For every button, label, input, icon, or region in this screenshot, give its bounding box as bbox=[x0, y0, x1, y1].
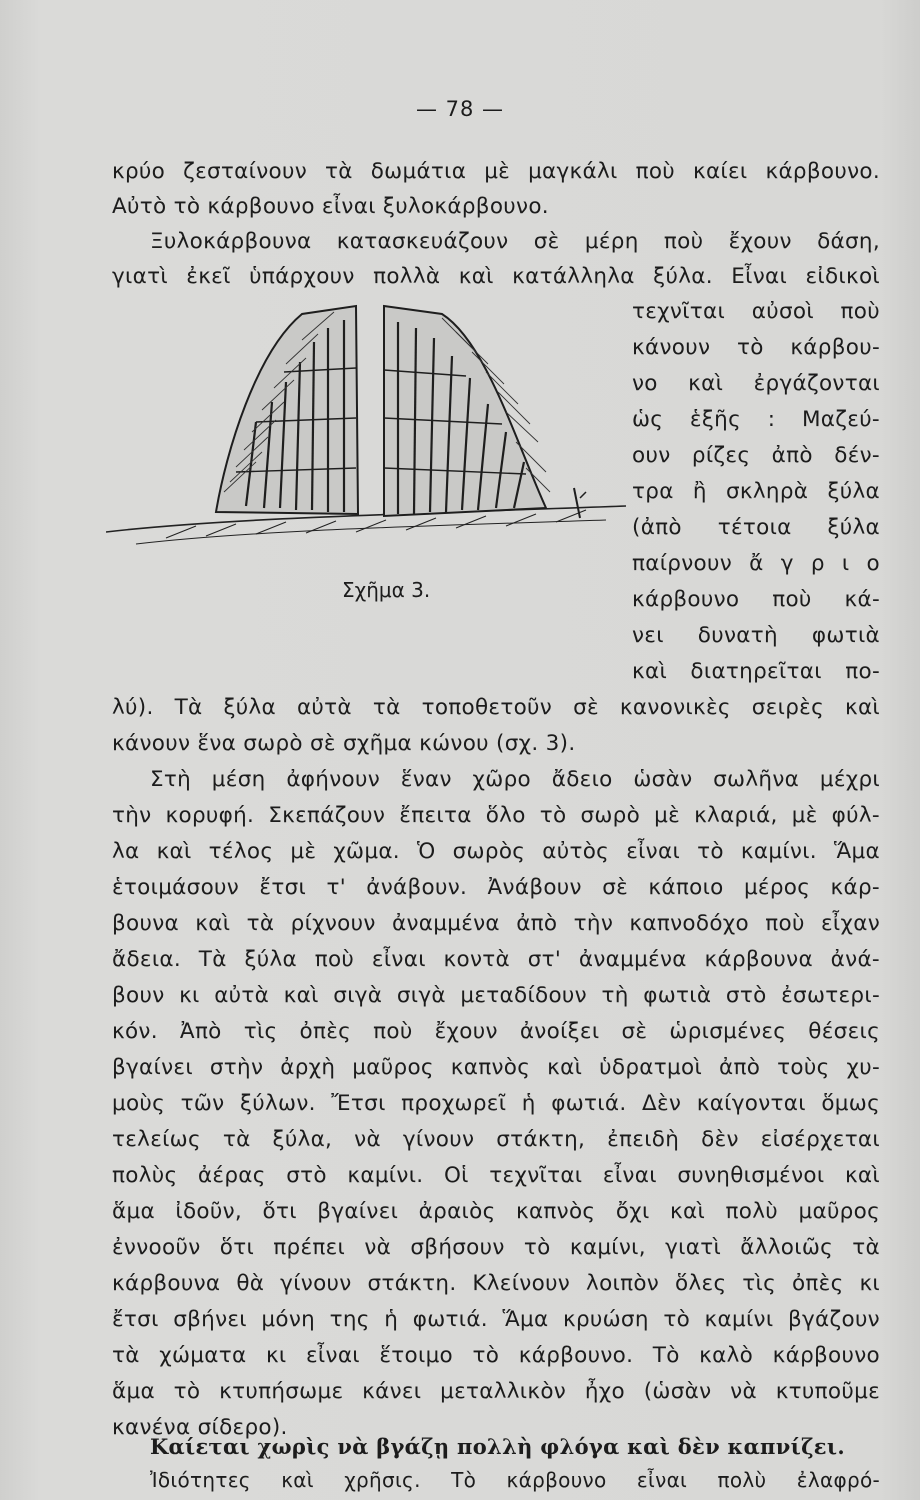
text-line: νει δυνατὴ φωτιὰ bbox=[632, 623, 880, 648]
text-line: λα καὶ τέλος μὲ χῶμα. Ὁ σωρὸς αὐτὸς εἶναι τὸ καμίνι. Ἅμα bbox=[112, 839, 880, 864]
text-line: ἔτσι σβήνει μόνη της ἡ φωτιά. Ἅμα κρυώση τὸ καμίνι βγάζουν bbox=[112, 1307, 880, 1332]
text-line: κάνουν ἕνα σωρὸ σὲ σχῆμα κώνου (σχ. 3). bbox=[112, 731, 576, 756]
text-line: Ἰδιότητες καὶ χρῆσις. Τὸ κάρβουνο εἶναι πολὺ ἐλαφρό- bbox=[150, 1468, 880, 1492]
text-line: βουν κι αὐτὰ καὶ σιγὰ σιγὰ μεταδίδουν τὴ φωτιὰ στὸ ἐσωτερι- bbox=[112, 983, 880, 1008]
text-line: ἑτοιμάσουν ἔτσι τ' ἀνάβουν. Ἀνάβουν σὲ κάποιο μέρος κάρ- bbox=[112, 875, 880, 900]
text-line: ουν ρίζες ἀπὸ δέν- bbox=[632, 443, 880, 468]
text-line: καὶ διατηρεῖται πο- bbox=[632, 659, 880, 684]
text-line: τὰ χώματα κι εἶναι ἕτοιμο τὸ κάρβουνο. Τὸ καλὸ κάρβουνο bbox=[112, 1343, 880, 1368]
page-number: — 78 — bbox=[415, 97, 505, 121]
text-line: μοὺς τῶν ξύλων. Ἔτσι προχωρεῖ ἡ φωτιά. Δὲν καίγονται ὅμως bbox=[112, 1091, 880, 1116]
text-line: γιατὶ ἐκεῖ ὑπάρχουν πολλὰ καὶ κατάλληλα ξύλα. Εἶναι εἰδικοὶ bbox=[112, 264, 880, 289]
text-line: πολὺς ἀέρας στὸ καμίνι. Οἱ τεχνῖται εἶναι συνηθισμένοι καὶ bbox=[112, 1163, 880, 1188]
text-line: κόν. Ἀπὸ τὶς ὀπὲς ποὺ ἔχουν ἀνοίξει σὲ ὡρισμένες θέσεις bbox=[112, 1019, 880, 1044]
text-line: κρύο ζεσταίνουν τὰ δωμάτια μὲ μαγκάλι ποὺ καίει κάρβουνο. bbox=[112, 159, 880, 184]
text-line: κάνουν τὸ κάρβου- bbox=[632, 335, 880, 360]
text-line: ἅμα τὸ κτυπήσωμε κάνει μεταλλικὸν ἦχο (ὡσὰν νὰ κτυποῦμε bbox=[112, 1379, 880, 1404]
text-line: ἄδεια. Τὰ ξύλα ποὺ εἶναι κοντὰ στ' ἀναμμένα κάρβουνα ἀνά- bbox=[112, 947, 880, 972]
text-line: βγαίνει στὴν ἀρχὴ μαῦρος καπνὸς καὶ ὑδρατμοὶ ἀπὸ τοὺς χυ- bbox=[112, 1055, 880, 1080]
text-line: ὡς ἑξῆς : Μαζεύ- bbox=[632, 407, 880, 432]
text-line: ἐννοοῦν ὅτι πρέπει νὰ σβήσουν τὸ καμίνι, γιατὶ ἄλλοιῶς τὰ bbox=[112, 1235, 880, 1260]
text-line: τρα ἢ σκληρὰ ξύλα bbox=[632, 479, 880, 504]
figure-caption: Σχῆμα 3. bbox=[342, 578, 431, 602]
text-line: βουνα καὶ τὰ ρίχνουν ἀναμμένα ἀπὸ τὴν καπνοδόχο ποὺ εἶχαν bbox=[112, 911, 880, 936]
text-line: Ξυλοκάρβουνα κατασκευάζουν σὲ μέρη ποὺ ἔχουν δάση, bbox=[150, 229, 880, 254]
text-line: Αὐτὸ τὸ κάρβουνο εἶναι ξυλοκάρβουνο. bbox=[112, 194, 549, 219]
text-line: κάρβουνα θὰ γίνουν στάκτη. Κλείνουν λοιπὸν ὅλες τὶς ὀπὲς κι bbox=[112, 1271, 880, 1296]
text-line: Στὴ μέση ἀφήνουν ἕναν χῶρο ἄδειο ὡσὰν σωλῆνα μέχρι bbox=[150, 767, 880, 792]
text-line: λύ). Τὰ ξύλα αὐτὰ τὰ τοποθετοῦν σὲ κανονικὲς σειρὲς καὶ bbox=[112, 695, 880, 720]
text-line: τελείως τὰ ξύλα, νὰ γίνουν στάκτη, ἐπειδὴ δὲν εἰσέρχεται bbox=[112, 1127, 880, 1152]
charcoal-kiln-illustration bbox=[106, 292, 626, 562]
text-line: ἅμα ἰδοῦν, ὅτι βγαίνει ἀραιὸς καπνὸς ὄχι καὶ πολὺ μαῦρος bbox=[112, 1199, 880, 1224]
text-line: (ἀπὸ τέτοια ξύλα bbox=[632, 515, 880, 540]
text-line: τεχνῖται αὐσοὶ ποὺ bbox=[632, 299, 880, 324]
text-line: νο καὶ ἐργάζονται bbox=[632, 371, 880, 396]
text-line: παίρνουν ἄ γ ρ ι ο bbox=[632, 551, 880, 576]
text-line: κάρβουνο ποὺ κά- bbox=[632, 587, 880, 612]
emphasized-line: Καίεται χωρὶς νὰ βγάζῃ πολλὴ φλόγα καὶ δὲν καπνίζει. bbox=[150, 1434, 845, 1459]
text-line: τὴν κορυφή. Σκεπάζουν ἔπειτα ὅλο τὸ σωρὸ μὲ κλαριά, μὲ φύλ- bbox=[112, 803, 880, 828]
text-line: κανένα σίδερο). bbox=[112, 1415, 288, 1440]
